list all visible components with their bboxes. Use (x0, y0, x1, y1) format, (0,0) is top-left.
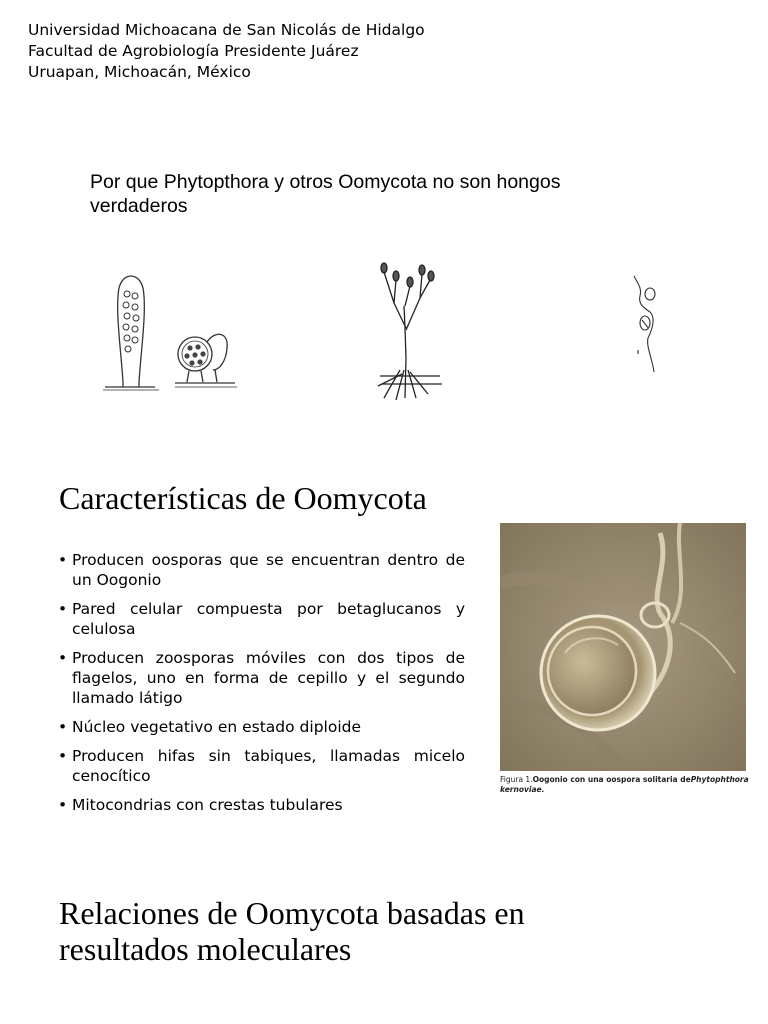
sporangiophore-illustration (370, 258, 450, 406)
section-heading-characteristics: Características de Oomycota (59, 480, 427, 516)
list-item-text: Producen oosporas que se encuentran dentro de un Oogonio (72, 551, 465, 589)
bullet-icon: • (58, 600, 68, 618)
list-item (58, 717, 465, 737)
slide-subtitle: Por que Phytopthora y otros Oomycota no son hongos verdaderos (90, 171, 561, 217)
bullet-icon: • (58, 796, 68, 814)
caption-species: Phytophthora kernoviae. (500, 775, 749, 794)
oogonium-illustration (95, 270, 255, 400)
bullet-icon: • (58, 551, 68, 569)
location: Uruapan, Michoacán, México (28, 63, 251, 81)
bullet-icon: • (58, 718, 68, 736)
characteristics-list (58, 550, 465, 824)
bullet-icon: • (58, 747, 68, 765)
list-item (58, 746, 465, 786)
list-item (58, 599, 465, 639)
list-item (58, 550, 465, 590)
list-item-text: Núcleo vegetativo en estado diploide (72, 718, 361, 736)
list-item-text: Producen hifas sin tabiques, llamadas micelo cenocítico (72, 747, 465, 785)
institution-name: Universidad Michoacana de San Nicolás de Hidalgo (28, 21, 425, 39)
figure-caption (500, 775, 750, 795)
zoospore-illustration (620, 268, 670, 378)
list-item-text: Mitocondrias con crestas tubulares (72, 796, 343, 814)
caption-prefix: Figura 1. (500, 775, 533, 784)
oogonium-micrograph (500, 523, 746, 771)
list-item-text: Pared celular compuesta por betaglucanos y celulosa (72, 600, 465, 638)
bullet-icon: • (58, 649, 68, 667)
list-item (58, 648, 465, 708)
caption-text: Oogonio con una oospora solitaria de (532, 775, 691, 784)
list-item (58, 795, 465, 815)
institution-header (28, 20, 425, 83)
section-heading-relations: Relaciones de Oomycota basadas en resultados moleculares (59, 895, 525, 967)
list-item-text: Producen zoosporas móviles con dos tipos de flagelos, uno en forma de cepillo y el segundo llamado látigo (72, 649, 465, 707)
faculty-name: Facultad de Agrobiología Presidente Juárez (28, 42, 359, 60)
